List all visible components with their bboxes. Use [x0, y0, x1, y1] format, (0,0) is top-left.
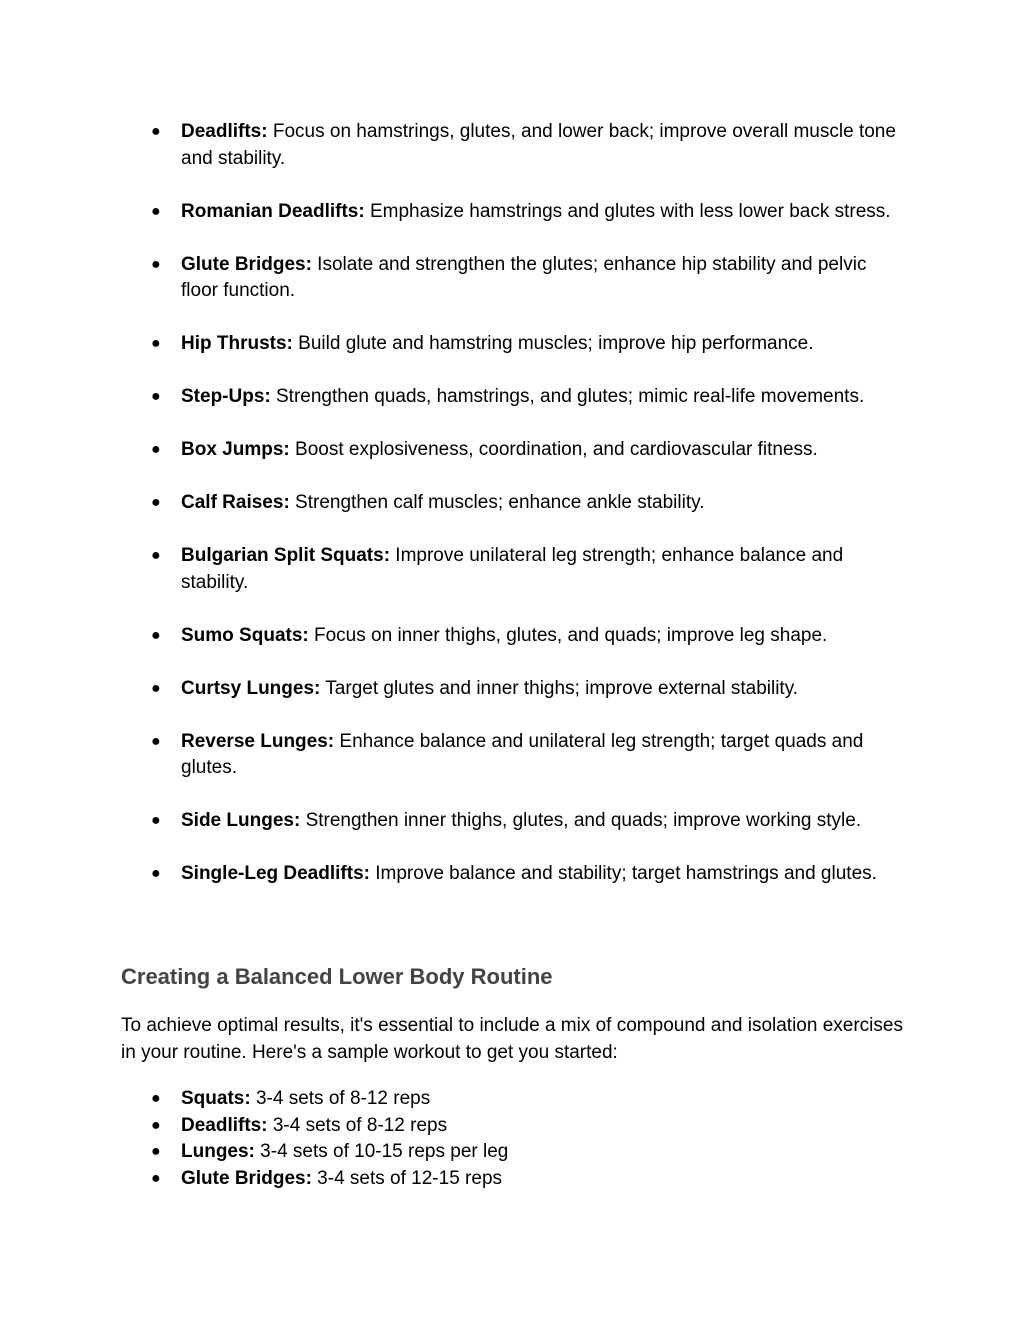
exercise-description: Emphasize hamstrings and glutes with less lower back stress.: [364, 200, 891, 222]
exercise-name: Step-Ups:: [181, 386, 271, 408]
list-item: [0, 437, 1024, 464]
exercise-name: Romanian Deadlifts:: [181, 200, 365, 222]
sets-reps: 3-4 sets of 10-15 reps per leg: [254, 1141, 509, 1163]
exercise-description: Focus on hamstrings, glutes, and lower back; improve overall muscle tone and stability.: [181, 121, 896, 169]
bullet-icon: ●: [151, 1169, 161, 1187]
exercise-name: Curtsy Lunges:: [181, 677, 321, 699]
list-item: [0, 808, 1024, 835]
sets-reps: 3-4 sets of 8-12 reps: [267, 1114, 448, 1136]
list-item: [0, 543, 1024, 596]
exercise-list: [0, 119, 1024, 914]
exercise-name: Reverse Lunges:: [181, 730, 335, 752]
sets-reps: 3-4 sets of 12-15 reps: [311, 1167, 503, 1189]
bullet-icon: ●: [151, 255, 161, 273]
bullet-icon: ●: [151, 202, 161, 220]
exercise-description: Strengthen calf muscles; enhance ankle stability.: [289, 492, 705, 514]
exercise-description: Improve unilateral leg strength; enhance balance and stability.: [181, 545, 844, 593]
list-item: [0, 861, 1024, 888]
exercise-name: Squats:: [181, 1088, 251, 1109]
exercise-description: Improve balance and stability; target hamstrings and glutes.: [369, 863, 877, 885]
exercise-description: Isolate and strengthen the glutes; enhance hip stability and pelvic floor function.: [181, 253, 867, 302]
section-heading: Creating a Balanced Lower Body Routine: [121, 964, 553, 989]
exercise-name: Bulgarian Split Squats:: [181, 545, 391, 567]
bullet-icon: ●: [151, 1116, 161, 1134]
bullet-icon: ●: [151, 547, 161, 565]
exercise-name: Glute Bridges:: [181, 1167, 312, 1189]
exercise-description: Target glutes and inner thighs; improve external stability.: [320, 677, 799, 699]
list-item: [0, 119, 1024, 172]
exercise-name: Box Jumps:: [181, 439, 290, 461]
list-item: [0, 331, 1024, 358]
intro-paragraph: To achieve optimal results, it's essential to include a mix of compound and isolation exercises in your routine. Here's a sample workout to get you started:: [121, 1015, 903, 1063]
exercise-description: Enhance balance and unilateral leg strength; target quads and glutes.: [181, 730, 864, 779]
list-item: [0, 1113, 1024, 1140]
exercise-name: Side Lunges:: [181, 810, 301, 832]
bullet-icon: ●: [151, 1090, 161, 1107]
sets-reps: 3-4 sets of 8-12 reps: [250, 1088, 431, 1109]
exercise-name: Calf Raises:: [181, 492, 290, 514]
bullet-icon: ●: [151, 865, 161, 883]
bullet-icon: ●: [151, 123, 161, 140]
list-item: [0, 199, 1024, 226]
bullet-icon: ●: [151, 388, 161, 406]
bullet-icon: ●: [151, 335, 161, 353]
list-item: [0, 676, 1024, 703]
exercise-name: Hip Thrusts:: [181, 333, 293, 355]
list-item: [0, 384, 1024, 411]
list-item: [0, 252, 1024, 305]
bullet-icon: ●: [151, 626, 161, 644]
exercise-name: Lunges:: [181, 1141, 255, 1163]
bullet-icon: ●: [151, 494, 161, 512]
list-item: [0, 490, 1024, 517]
exercise-description: Strengthen quads, hamstrings, and glutes; mimic real-life movements.: [270, 386, 865, 408]
bullet-icon: ●: [151, 732, 161, 750]
list-item: [0, 1086, 1024, 1113]
bullet-icon: ●: [151, 1143, 161, 1161]
exercise-name: Glute Bridges:: [181, 253, 312, 275]
list-item: [0, 729, 1024, 782]
exercise-description: Boost explosiveness, coordination, and cardiovascular fitness.: [289, 439, 818, 461]
list-item: [0, 1166, 1024, 1193]
bullet-icon: ●: [151, 441, 161, 459]
list-item: [0, 623, 1024, 650]
sample-workout-list: [0, 1086, 1024, 1192]
exercise-name: Sumo Squats:: [181, 624, 309, 646]
exercise-name: Deadlifts:: [181, 121, 268, 142]
bullet-icon: ●: [151, 812, 161, 830]
exercise-name: Deadlifts:: [181, 1114, 268, 1136]
exercise-name: Single-Leg Deadlifts:: [181, 863, 370, 885]
list-item: [0, 1139, 1024, 1166]
exercise-description: Strengthen inner thighs, glutes, and quads; improve working style.: [300, 810, 862, 832]
bullet-icon: ●: [151, 679, 161, 697]
exercise-description: Build glute and hamstring muscles; improve hip performance.: [292, 333, 814, 355]
exercise-description: Focus on inner thighs, glutes, and quads; improve leg shape.: [308, 624, 828, 646]
